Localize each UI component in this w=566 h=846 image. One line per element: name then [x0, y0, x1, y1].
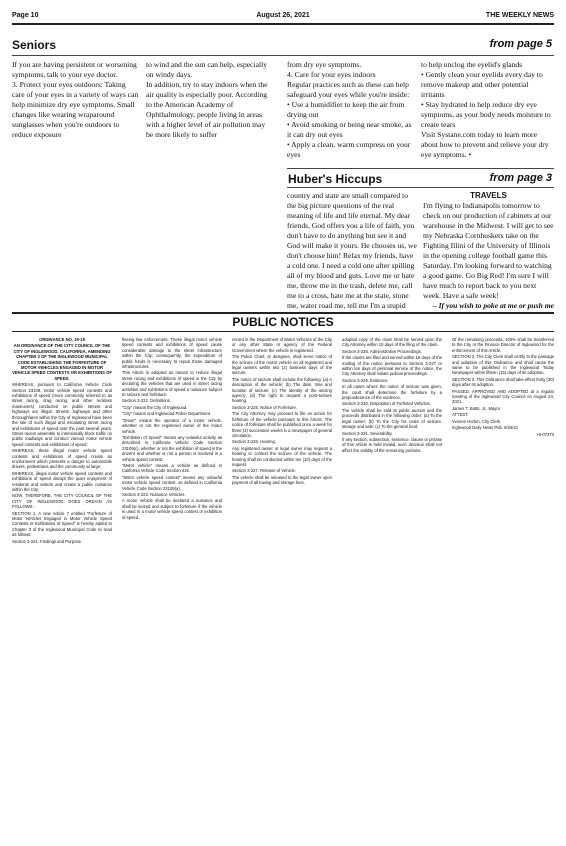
notice-paragraph: Of the remaining proceeds, 100% shall be transferred to the City or the Finance Director of Inglewood for the enforcement of this Article. — [452, 337, 554, 353]
notice-paragraph: Section 3-225. Notice of Forfeiture. — [232, 404, 297, 410]
notice-paragraph: SECTION 2. The City Clerk shall certify to the passage and adoption of this Ordinance and shall cause the same to be published in the Inglewood Today Newspaper within fifteen (15) days of its adoption. — [452, 354, 554, 376]
notice-paragraph: Inglewood Daily News Pub. 8/26/21 — [452, 425, 519, 431]
notice-paragraph: AN ORDINANCE OF THE CITY COUNCIL OF THE CITY OF INGLEWOOD, CALIFORNIA, AMENDING CHAPTER 3 OF THE INGLEWOOD MUNICIPAL CODE ESTABLISHING THE FORFEITURE OF MOTOR VEHICLES ENGAGED IN MOTOR VEHICLE SPEED CONTESTS OR EXHIBITIONS OF SPEED. — [12, 343, 112, 381]
notice-paragraph: "Driver" means the operator of a motor vehicle, whether or not the registered owner of the motor vehicle. — [122, 417, 222, 434]
notice-paragraph: SECTION 3. This Ordinance shall take effect thirty (30) days after its adoption. — [452, 376, 554, 388]
hubers-from: from page 3 — [489, 172, 552, 184]
seniors-column-3 — [287, 60, 415, 165]
notice-column-5 — [452, 337, 554, 837]
notice-paragraph: HI-07373 — [536, 431, 554, 437]
notice-paragraph: If the claims are filed and served within 15 days of the mailing of the notice pursuant to Section 3-227 or within ten days of personal service of the notice, the City Attorney shall initiate judicial proceedings. — [342, 355, 442, 377]
notice-paragraph: NOW, THEREFORE, THE CITY COUNCIL OF THE CITY OF INGLEWOOD DOES ORDAIN AS FOLLOWS: — [12, 493, 112, 510]
notice-paragraph: Section 3-228. Administrative Proceedings. — [342, 348, 422, 354]
notice-paragraph: Section 3-226. Hearing. — [232, 439, 276, 445]
notice-paragraph: Section 3-229. Evidence. — [342, 377, 389, 383]
header-rule — [12, 23, 554, 25]
paragraph: from dry eye symptoms. — [287, 60, 362, 69]
paragraph: Regular practices such as these can help safeguard your eyes while you're inside: — [287, 80, 410, 99]
seniors-column-2 — [146, 60, 274, 165]
seniors-from: from page 5 — [489, 38, 552, 50]
notice-paragraph: The vehicle shall be released to the legal owner upon payment of all towing and storage fees. — [232, 474, 332, 486]
notice-paragraph: This Article is adopted as means to reduce illegal street racing and exhibitions of speed in the City by declaring the vehicles that are used in street racing activities and exhibitions of speed a nuisance subject to seizure and forfeiture. — [122, 370, 222, 398]
notice-paragraph: Section 3-231. Severability. — [342, 430, 393, 436]
seniors-column-1 — [12, 60, 140, 165]
notice-paragraph: "Motor vehicle speed contest" means any unlawful motor vehicle speed contest, as defined in California Vehicle Code Section 23109(a). — [122, 474, 222, 491]
notice-column-3 — [232, 337, 332, 837]
paragraph: In addition, try to stay indoors when the air quality is especially poor. According to the American Academy of Ophthalmology, people living in areas with a higher level of air pollution may be more likely to suffer — [146, 80, 268, 139]
notice-paragraph: record in the Department of Motor Vehicles of the City or any other State or agency of the Federal Government where the vehicle is registered. — [232, 337, 332, 353]
notice-paragraph: PASSED, APPROVED AND ADOPTED at a regular meeting of the Inglewood City Council on August 24, 2021. — [452, 388, 554, 405]
notice-paragraph: Any registered owner or legal owner may request a hearing to contest the seizure of the vehicle. The hearing shall be conducted within ten (10) days of the request. — [232, 445, 332, 467]
paragraph: to wind and the sun can help, especially on windy days. — [146, 60, 268, 79]
notice-paragraph: adopted copy of the claim shall be served upon the City Attorney within 10 days of the filing of the claim. — [342, 337, 442, 348]
notice-paragraph: If any section, subsection, sentence, clause or phrase of this Article is held invalid, such decision shall not affect the validity of the remaining portions. — [342, 436, 442, 453]
list-item: • Use a humidifier to keep the air from drying out — [287, 100, 415, 120]
notice-paragraph: Section 3-221. Findings and Purpose. — [12, 538, 83, 544]
paragraph: If you are having persistent or worsening symptoms, talk to your eye doctor. — [12, 60, 137, 79]
notice-paragraph: The City Attorney may proceed to file an action for forfeiture of the vehicle pursuant to this Article. The notice of forfeiture shall be published once a week for three (3) successive weeks in a newspaper of general circulation. — [232, 411, 332, 438]
hubers-column-1 — [287, 191, 417, 311]
hubers-column-2 — [423, 191, 554, 311]
notice-paragraph: Section 3-227. Release of Vehicle. — [232, 468, 297, 474]
notice-paragraph: "Motor vehicle" means a vehicle as defined in California Vehicle Code Section 415. — [122, 462, 222, 474]
notice-paragraph: fleeing law enforcement. These illegal motor vehicle speed contests and exhibitions of speed cause considerable damage to the street infrastructure within the City; consequently, the expenditure of public funds is necessary to repair these damaged infrastructures. — [122, 337, 222, 370]
notice-paragraph: WHEREAS, illegal motor vehicle speed contests and exhibitions of speed disrupt the quiet enjoyment of residents and visitors and create a public nuisance within the City; — [12, 470, 112, 492]
paragraph: 4. Care for your eyes indoors — [287, 70, 376, 79]
seniors-rule — [12, 55, 554, 56]
list-item: • Avoid smoking or being near smoke, as it can dry out eyes — [287, 120, 415, 140]
signature: – If you wish to poke at me or push me — [432, 301, 554, 310]
notice-paragraph: James T. Butts, Jr., Mayor — [452, 405, 501, 411]
public-notices-title: PUBLIC NOTICES — [232, 315, 334, 329]
notice-paragraph: The vehicle shall be sold at public auction and the proceeds distributed in the following order: (a) To the legal owner; (b) To the City for costs of seizure, storage and sale; (c) To the general fund. — [342, 407, 442, 430]
issue-date: August 26, 2021 — [256, 12, 310, 19]
notice-paragraph: "Exhibition of Speed" means any unlawful activity as described in California Vehicle Code Section 23109(c), whether or not the exhibition of speed is the driver's and whether or not a person is involved in a vehicle speed contest. — [122, 434, 222, 462]
notice-paragraph: WHEREAS, pursuant to California Vehicle Code Section 23109, motor vehicle speed contests and exhibitions of speed (more commonly referred to as street racing, drag racing, and other reckless maneuvers) conducted on public streets and highways are illegal. Streets, highways and other thoroughfares within the City of Inglewood have been the site of such illegal and escalating street racing and exhibitions of speed over the past several years. Street racers assemble to intentionally block traffic on public roadways and conduct various motor vehicle speed contests and exhibitions of speed; — [12, 382, 112, 447]
notice-paragraph: ATTEST: — [452, 412, 469, 418]
notice-paragraph: The Police Chief, or designee, shall serve notice of the seizure of the motor vehicle on all registered and legal owners within two (2) business days of the seizure. — [232, 354, 332, 376]
notice-paragraph: Section 3-222. Definitions. — [122, 398, 171, 404]
notice-paragraph: "City" means and Inglewood Police Department. — [122, 411, 212, 417]
paper-name: THE WEEKLY NEWS — [485, 12, 554, 19]
hubers-top-rule — [287, 168, 554, 169]
notice-paragraph: Section 3-223. Nuisance Vehicles. — [122, 491, 186, 497]
list-item: • Stay hydrated to help reduce dry eye symptoms, as your body needs moisture to create tears — [421, 100, 554, 130]
list-item: to help unclog the eyelid's glands — [421, 60, 523, 69]
notice-paragraph: Yvonne Horton, City Clerk — [452, 418, 501, 424]
notices-rule — [12, 331, 554, 332]
seniors-title: Seniors — [12, 38, 57, 52]
paragraph: country and state are small compared to the big picture questions of the real meaning of life and life eternal. My dear friends, God offers you a life of faith, you don't have to do anything but see it and God will make it yours. He chooses us, we don't choose him! Relax my friends, have a cold one. I need a cold one after spilling all of my blood and guts. Love me or hate me, throw me in the trash, delete me, call me to a cross, hate me at the state, stone me, water road me, tell me I'm a stupid — [287, 191, 417, 310]
hubers-title: Huber's Hiccups — [288, 172, 383, 186]
notice-paragraph: WHEREAS, these illegal motor vehicle speed contests and exhibitions of speed create an environment which presents a danger to automobile drivers, pedestrians and the community at large; — [12, 448, 112, 470]
notice-paragraph: In all cases where the notice of seizure was given, the court shall determine the forfeiture by a preponderance of the evidence. — [342, 384, 442, 401]
notice-paragraph: ORDINANCE NO. 19-19 — [39, 337, 85, 342]
list-item: • Gently clean your eyelids every day to remove makeup and other potential irritants — [421, 70, 554, 100]
notice-paragraph: "City" means the City of Inglewood. — [122, 404, 188, 410]
notice-column-2 — [122, 337, 222, 837]
notice-paragraph: SECTION 1. A new Article 7 entitled "Forfeiture of Motor Vehicles Engaged in Motor Vehicle Speed Contests or Exhibitions of Speed" is hereby added to Chapter 3 of the Inglewood Municipal Code to read as follows: — [12, 510, 112, 538]
notice-paragraph: Section 3-230. Disposition of Forfeited Vehicles. — [342, 401, 431, 407]
page-number: Page 10 — [12, 12, 39, 19]
list-item: • Apply a clean, warm compress on your eyes — [287, 140, 415, 160]
travels-heading: TRAVELS — [470, 191, 507, 200]
notice-column-1 — [12, 337, 112, 837]
seniors-column-4 — [421, 60, 554, 165]
notices-top-rule — [12, 312, 554, 314]
hubers-rule — [287, 187, 554, 188]
paragraph: 3. Protect your eyes outdoors: Taking care of your eyes in a variety of ways can help minimize dry eye symptoms. Small changes like wearing wraparound sunglasses when you're outdoors to reduce exposure — [12, 80, 139, 139]
paragraph: Visit Systane.com today to learn more about how to prevent and relieve your dry eye symptoms. • — [421, 130, 549, 159]
notice-paragraph: The notice of seizure shall include the following: (a) A description of the vehicle; (b) The date, time and location of seizure; (c) The identity of the seizing agency; (d) The right to request a post-seizure hearing. — [232, 376, 332, 404]
paragraph: I'm flying to Indianapolis tomorrow to check on our production of cabinets at our warehouse in the Midwest. I will get to see my Nebraska Cornhuskers take on the Fighting Illini of the University of Illinois in the opening college football game this Saturday. I'm looking forward to watching a good game. Go Big Red! I'm sure I will have much to report back to you next week. Have a safe week! — [423, 201, 554, 300]
notice-column-4 — [342, 337, 442, 837]
notice-paragraph: A motor vehicle shall be declared a nuisance and shall be seized and subject to forfeiture if the vehicle is used in a motor vehicle speed contest or exhibition of speed. — [122, 498, 222, 520]
